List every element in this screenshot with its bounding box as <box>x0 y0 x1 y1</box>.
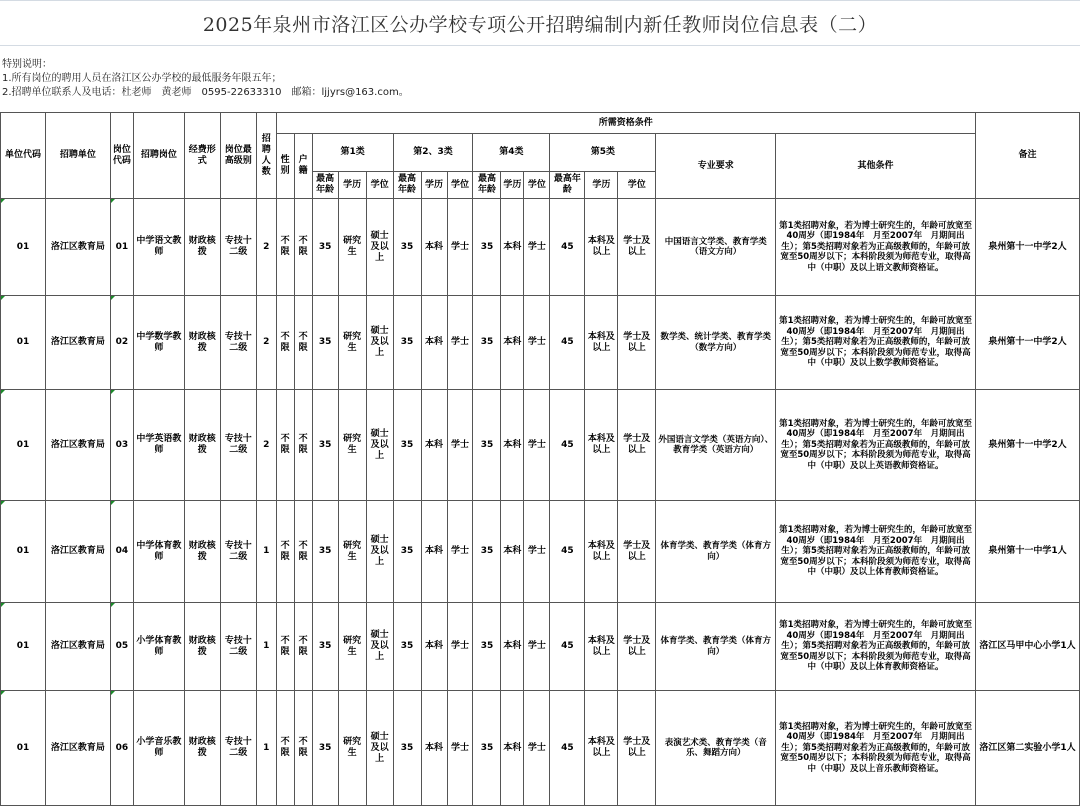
cell-c1-age: 35 <box>312 296 338 390</box>
cell-c1-edu: 研究生 <box>338 501 366 603</box>
cell-other: 第1类招聘对象，若为博士研究生的，年龄可放宽至40周岁（即1984年 月至2007年 月期间出生）；第5类招聘对象若为正高级教师的，年龄可放宽至50周岁以下；本科阶段须为师范专业，取得高中（中职）及以上音乐教师资格证。 <box>776 691 976 806</box>
cell-count: 2 <box>256 199 276 296</box>
header-c1-age: 最高年龄 <box>312 172 338 199</box>
cell-remark: 泉州第十一中学2人 <box>975 296 1079 390</box>
header-unit: 招聘单位 <box>45 113 110 199</box>
header-funding: 经费形式 <box>184 113 220 199</box>
cell-c4-edu: 本科 <box>501 199 524 296</box>
positions-table <box>0 112 1080 806</box>
cell-funding: 财政核拨 <box>184 691 220 806</box>
cell-c1-deg: 硕士及以上 <box>366 501 393 603</box>
cell-c23-edu: 本科 <box>421 296 447 390</box>
cell-c5-deg: 学士及以上 <box>618 603 656 691</box>
cell-other: 第1类招聘对象，若为博士研究生的，年龄可放宽至40周岁（即1984年 月至2007年 月期间出生）；第5类招聘对象若为正高级教师的，年龄可放宽至50周岁以下；本科阶段须为师范专业，取得高中（中职）及以上英语教师资格证。 <box>776 390 976 501</box>
header-other: 其他条件 <box>776 134 976 199</box>
cell-unit-code: 01 <box>1 501 46 603</box>
cell-post: 中学数学教师 <box>133 296 184 390</box>
cell-count: 1 <box>256 603 276 691</box>
cell-other: 第1类招聘对象，若为博士研究生的，年龄可放宽至40周岁（即1984年 月至2007年 月期间出生）；第5类招聘对象若为正高级教师的，年龄可放宽至50周岁以下；本科阶段须为师范专业，取得高中（中职）及以上语文教师资格证。 <box>776 199 976 296</box>
cell-post: 中学语文教师 <box>133 199 184 296</box>
cell-c4-age: 35 <box>473 501 501 603</box>
cell-hukou: 不限 <box>294 603 312 691</box>
cell-count: 2 <box>256 296 276 390</box>
special-notes <box>2 58 409 100</box>
cell-c4-deg: 学士 <box>524 390 550 501</box>
cell-hukou: 不限 <box>294 390 312 501</box>
cell-gender: 不限 <box>276 199 294 296</box>
cell-hukou: 不限 <box>294 501 312 603</box>
cell-major: 数学类、统计学类、教育学类（数学方向） <box>656 296 776 390</box>
cell-level: 专技十二级 <box>220 603 256 691</box>
cell-post-code: 05 <box>110 603 133 691</box>
cell-major: 外国语言文学类（英语方向）、教育学类（英语方向） <box>656 390 776 501</box>
cell-c23-age: 35 <box>393 501 421 603</box>
cell-c1-edu: 研究生 <box>338 603 366 691</box>
table-row <box>1 199 1080 296</box>
cell-post-code: 06 <box>110 691 133 806</box>
header-c4-deg: 学位 <box>524 172 550 199</box>
cell-remark: 洛江区马甲中心小学1人 <box>975 603 1079 691</box>
header-c1-edu: 学历 <box>338 172 366 199</box>
cell-c5-age: 45 <box>550 603 585 691</box>
cell-c23-edu: 本科 <box>421 390 447 501</box>
header-cat5: 第5类 <box>550 134 656 172</box>
cell-unit: 洛江区教育局 <box>45 296 110 390</box>
cell-post-code: 04 <box>110 501 133 603</box>
table-row <box>1 603 1080 691</box>
cell-c23-deg: 学士 <box>447 603 473 691</box>
header-c5-deg: 学位 <box>618 172 656 199</box>
table-row <box>1 501 1080 603</box>
cell-c23-age: 35 <box>393 296 421 390</box>
header-cat4: 第4类 <box>473 134 550 172</box>
cell-c5-edu: 本科及以上 <box>585 603 618 691</box>
cell-c5-age: 45 <box>550 199 585 296</box>
cell-c5-deg: 学士及以上 <box>618 296 656 390</box>
cell-c4-deg: 学士 <box>524 296 550 390</box>
header-hukou: 户籍 <box>294 134 312 199</box>
cell-c23-edu: 本科 <box>421 603 447 691</box>
cell-c23-edu: 本科 <box>421 199 447 296</box>
cell-c23-deg: 学士 <box>447 199 473 296</box>
cell-other: 第1类招聘对象，若为博士研究生的，年龄可放宽至40周岁（即1984年 月至2007年 月期间出生）；第5类招聘对象若为正高级教师的，年龄可放宽至50周岁以下；本科阶段须为师范专业，取得高中（中职）及以上数学教师资格证。 <box>776 296 976 390</box>
cell-c5-deg: 学士及以上 <box>618 501 656 603</box>
header-gender: 性别 <box>276 134 294 199</box>
cell-hukou: 不限 <box>294 691 312 806</box>
cell-hukou: 不限 <box>294 296 312 390</box>
cell-gender: 不限 <box>276 691 294 806</box>
cell-c4-deg: 学士 <box>524 199 550 296</box>
cell-major: 体育学类、教育学类（体育方向） <box>656 603 776 691</box>
cell-c1-edu: 研究生 <box>338 296 366 390</box>
cell-c4-age: 35 <box>473 296 501 390</box>
cell-c23-age: 35 <box>393 199 421 296</box>
cell-unit: 洛江区教育局 <box>45 390 110 501</box>
cell-post: 中学英语教师 <box>133 390 184 501</box>
cell-post: 小学体育教师 <box>133 603 184 691</box>
cell-c4-age: 35 <box>473 603 501 691</box>
cell-post-code: 02 <box>110 296 133 390</box>
cell-remark: 泉州第十一中学2人 <box>975 199 1079 296</box>
cell-c1-age: 35 <box>312 691 338 806</box>
cell-post-code: 01 <box>110 199 133 296</box>
cell-remark: 洛江区第二实验小学1人 <box>975 691 1079 806</box>
cell-c1-age: 35 <box>312 603 338 691</box>
cell-count: 1 <box>256 501 276 603</box>
cell-level: 专技十二级 <box>220 296 256 390</box>
cell-c4-edu: 本科 <box>501 691 524 806</box>
header-post-code: 岗位代码 <box>110 113 133 199</box>
cell-gender: 不限 <box>276 390 294 501</box>
cell-remark: 泉州第十一中学2人 <box>975 390 1079 501</box>
cell-remark: 泉州第十一中学1人 <box>975 501 1079 603</box>
cell-funding: 财政核拨 <box>184 296 220 390</box>
cell-level: 专技十二级 <box>220 501 256 603</box>
header-remark: 备注 <box>975 113 1079 199</box>
table-row <box>1 296 1080 390</box>
cell-c23-deg: 学士 <box>447 390 473 501</box>
header-post: 招聘岗位 <box>133 113 184 199</box>
cell-unit: 洛江区教育局 <box>45 691 110 806</box>
cell-level: 专技十二级 <box>220 199 256 296</box>
header-c23-edu: 学历 <box>421 172 447 199</box>
cell-gender: 不限 <box>276 501 294 603</box>
cell-c1-deg: 硕士及以上 <box>366 603 393 691</box>
cell-c1-age: 35 <box>312 390 338 501</box>
cell-c1-edu: 研究生 <box>338 199 366 296</box>
cell-c4-edu: 本科 <box>501 501 524 603</box>
cell-gender: 不限 <box>276 296 294 390</box>
cell-c5-deg: 学士及以上 <box>618 691 656 806</box>
cell-c1-deg: 硕士及以上 <box>366 390 393 501</box>
header-c5-edu: 学历 <box>585 172 618 199</box>
cell-unit: 洛江区教育局 <box>45 603 110 691</box>
cell-count: 2 <box>256 390 276 501</box>
cell-unit-code: 01 <box>1 199 46 296</box>
cell-hukou: 不限 <box>294 199 312 296</box>
cell-funding: 财政核拨 <box>184 390 220 501</box>
cell-c4-age: 35 <box>473 691 501 806</box>
cell-c5-age: 45 <box>550 691 585 806</box>
header-c4-age: 最高年龄 <box>473 172 501 199</box>
cell-gender: 不限 <box>276 603 294 691</box>
cell-unit: 洛江区教育局 <box>45 199 110 296</box>
cell-c1-age: 35 <box>312 501 338 603</box>
cell-c1-deg: 硕士及以上 <box>366 199 393 296</box>
notes-heading: 特别说明： <box>2 59 52 70</box>
cell-c23-deg: 学士 <box>447 296 473 390</box>
header-major: 专业要求 <box>656 134 776 199</box>
cell-c4-age: 35 <box>473 199 501 296</box>
cell-c23-edu: 本科 <box>421 691 447 806</box>
cell-c5-edu: 本科及以上 <box>585 199 618 296</box>
cell-c1-edu: 研究生 <box>338 691 366 806</box>
cell-unit-code: 01 <box>1 691 46 806</box>
cell-c1-age: 35 <box>312 199 338 296</box>
cell-c1-deg: 硕士及以上 <box>366 691 393 806</box>
header-cat1: 第1类 <box>312 134 393 172</box>
header-qualifications: 所需资格条件 <box>276 113 975 134</box>
cell-c5-edu: 本科及以上 <box>585 296 618 390</box>
header-c1-deg: 学位 <box>366 172 393 199</box>
cell-c23-age: 35 <box>393 691 421 806</box>
cell-funding: 财政核拨 <box>184 501 220 603</box>
cell-other: 第1类招聘对象，若为博士研究生的，年龄可放宽至40周岁（即1984年 月至2007年 月期间出生）；第5类招聘对象若为正高级教师的，年龄可放宽至50周岁以下；本科阶段须为师范专业，取得高中（中职）及以上体育教师资格证。 <box>776 603 976 691</box>
cell-c1-edu: 研究生 <box>338 390 366 501</box>
cell-major: 体育学类、教育学类（体育方向） <box>656 501 776 603</box>
cell-unit-code: 01 <box>1 390 46 501</box>
header-cat23: 第2、3类 <box>393 134 473 172</box>
cell-c5-age: 45 <box>550 296 585 390</box>
cell-c4-edu: 本科 <box>501 390 524 501</box>
cell-c23-age: 35 <box>393 603 421 691</box>
cell-c4-edu: 本科 <box>501 603 524 691</box>
cell-c23-edu: 本科 <box>421 501 447 603</box>
cell-c5-age: 45 <box>550 501 585 603</box>
cell-c23-deg: 学士 <box>447 691 473 806</box>
cell-c5-age: 45 <box>550 390 585 501</box>
cell-funding: 财政核拨 <box>184 603 220 691</box>
cell-c4-deg: 学士 <box>524 691 550 806</box>
table-row <box>1 691 1080 806</box>
header-c23-age: 最高年龄 <box>393 172 421 199</box>
header-c5-age: 最高年龄 <box>550 172 585 199</box>
cell-funding: 财政核拨 <box>184 199 220 296</box>
cell-c5-deg: 学士及以上 <box>618 199 656 296</box>
cell-c4-age: 35 <box>473 390 501 501</box>
cell-c5-edu: 本科及以上 <box>585 691 618 806</box>
cell-post-code: 03 <box>110 390 133 501</box>
cell-c5-edu: 本科及以上 <box>585 501 618 603</box>
cell-c23-age: 35 <box>393 390 421 501</box>
cell-unit: 洛江区教育局 <box>45 501 110 603</box>
cell-unit-code: 01 <box>1 296 46 390</box>
cell-post: 中学体育教师 <box>133 501 184 603</box>
cell-level: 专技十二级 <box>220 691 256 806</box>
cell-major: 中国语言文学类、教育学类（语文方向） <box>656 199 776 296</box>
cell-c5-deg: 学士及以上 <box>618 390 656 501</box>
cell-c4-deg: 学士 <box>524 603 550 691</box>
note-item-1: 1.所有岗位的聘用人员在洛江区公办学校的最低服务年限五年； <box>2 73 282 84</box>
cell-other: 第1类招聘对象，若为博士研究生的，年龄可放宽至40周岁（即1984年 月至2007年 月期间出生）；第5类招聘对象若为正高级教师的，年龄可放宽至50周岁以下；本科阶段须为师范专业，取得高中（中职）及以上体育教师资格证。 <box>776 501 976 603</box>
cell-unit-code: 01 <box>1 603 46 691</box>
cell-count: 1 <box>256 691 276 806</box>
header-c23-deg: 学位 <box>447 172 473 199</box>
header-count: 招聘人数 <box>256 113 276 199</box>
cell-c23-deg: 学士 <box>447 501 473 603</box>
table-row <box>1 390 1080 501</box>
cell-level: 专技十二级 <box>220 390 256 501</box>
note-item-2: 2.招聘单位联系人及电话：杜老师 黄老师 0595-22633310 邮箱：ljjyrs@163.com。 <box>2 87 409 98</box>
cell-c5-edu: 本科及以上 <box>585 390 618 501</box>
page-title: 2025年泉州市洛江区公办学校专项公开招聘编制内新任教师岗位信息表（二） <box>0 0 1080 46</box>
header-unit-code: 单位代码 <box>1 113 46 199</box>
cell-c4-edu: 本科 <box>501 296 524 390</box>
cell-c1-deg: 硕士及以上 <box>366 296 393 390</box>
cell-c4-deg: 学士 <box>524 501 550 603</box>
cell-major: 表演艺术类、教育学类（音乐、舞蹈方向） <box>656 691 776 806</box>
cell-post: 小学音乐教师 <box>133 691 184 806</box>
header-c4-edu: 学历 <box>501 172 524 199</box>
header-level: 岗位最高级别 <box>220 113 256 199</box>
